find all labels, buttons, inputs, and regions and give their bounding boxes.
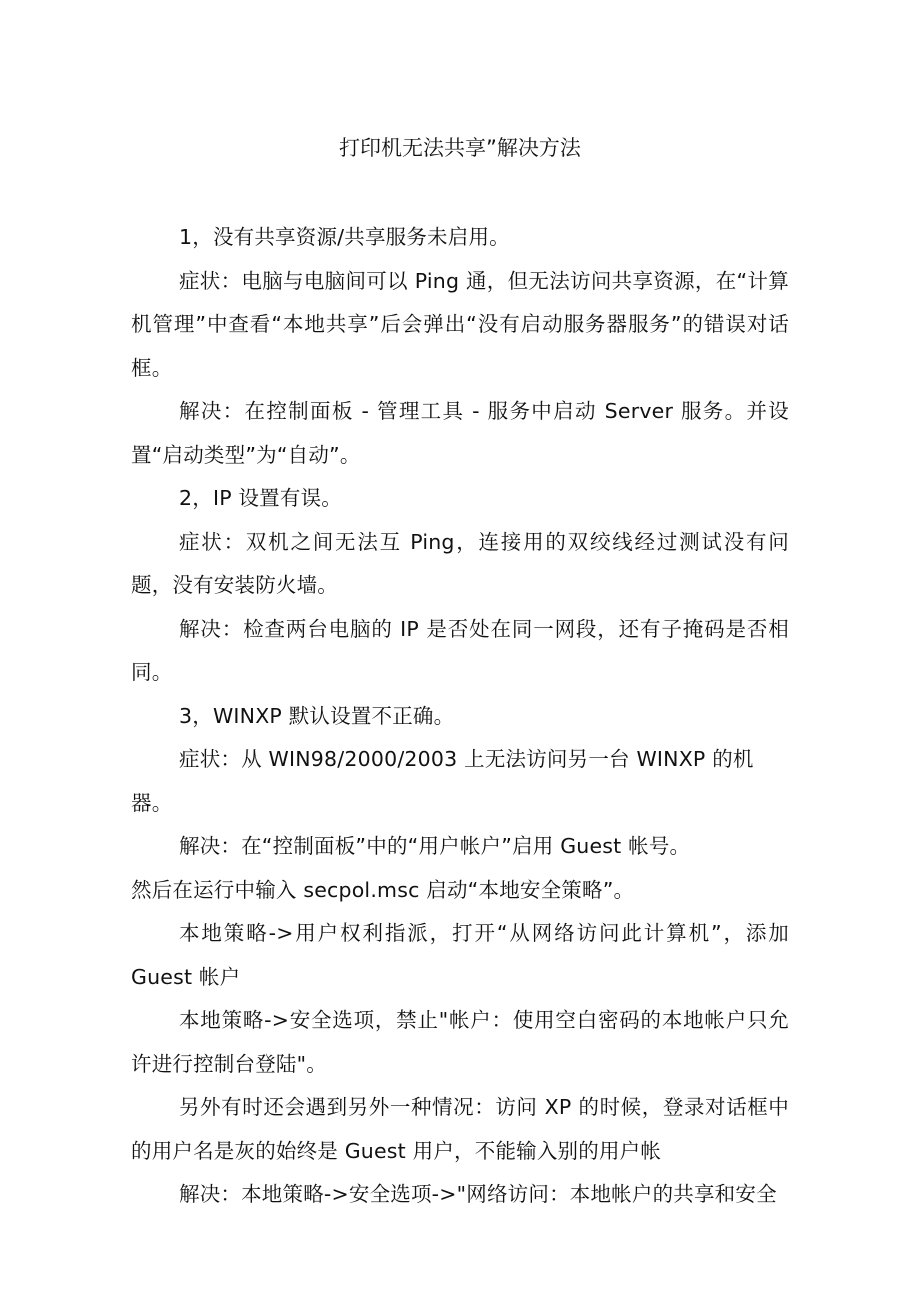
paragraph-section-1-symptom: 症状：电脑与电脑间可以 Ping 通，但无法访问共享资源，在“计算机管理”中查看“本地共享”后会弹出“没有启动服务器服务”的错误对话框。	[131, 268, 789, 380]
paragraph-network-access-solution: 解决：本地策略->安全选项->"网络访问：本地帐户的共享和安全	[179, 1182, 777, 1206]
document-body	[131, 216, 789, 1217]
paragraph-security-option: 本地策略->安全选项，禁止"帐户：使用空白密码的本地帐户只允许进行控制台登陆"。	[131, 1008, 789, 1076]
paragraph-xp-login-issue: 另外有时还会遇到另外一种情况：访问 XP 的时候，登录对话框中的用户名是灰的始终是 Guest 用户，不能输入别的用户帐	[131, 1095, 789, 1163]
paragraph-section-3-heading: 3，WINXP 默认设置不正确。	[179, 703, 455, 728]
paragraph-section-1-solution: 解决：在控制面板 - 管理工具 - 服务中启动 Server 服务。并设置“启动类型”为“自动”。	[131, 399, 789, 467]
document-title: 打印机无法共享”解决方法	[339, 136, 581, 160]
paragraph-section-3-symptom: 症状：从 WIN98/2000/2003 上无法访问另一台 WINXP 的机器。	[131, 747, 754, 815]
paragraph-section-2-heading: 2，IP 设置有误。	[179, 486, 342, 510]
paragraph-section-1-heading: 1，没有共享资源/共享服务未启用。	[179, 225, 510, 249]
paragraph-user-rights-assignment: 本地策略->用户权利指派，打开“从网络访问此计算机”，添加 Guest 帐户	[131, 921, 789, 989]
paragraph-section-2-solution: 解决：检查两台电脑的 IP 是否处在同一网段，还有子掩码是否相同。	[131, 616, 789, 684]
paragraph-section-3-solution: 解决：在“控制面板”中的“用户帐户”启用 Guest 帐号。	[179, 834, 691, 858]
paragraph-section-2-symptom: 症状：双机之间无法互 Ping，连接用的双绞线经过测试没有问题，没有安装防火墙。	[131, 529, 789, 597]
paragraph-secpol-command: 然后在运行中输入 secpol.msc 启动“本地安全策略”。	[131, 877, 635, 902]
